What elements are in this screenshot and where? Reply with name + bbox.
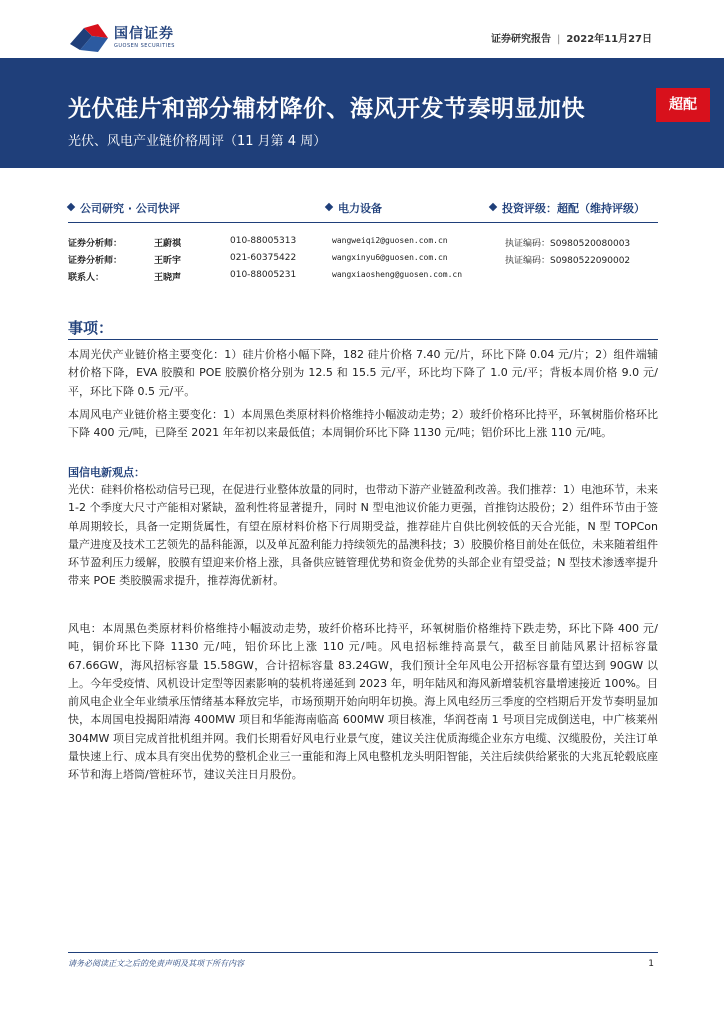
footer-divider (68, 952, 658, 953)
paragraph-pv-view: 光伏：硅料价格松动信号已现，在促进行业整体放量的同时，也带动下游产业链盈利改善。我们推荐：1）电池环节，未来 1-2 个季度大尺寸产能相对紧缺，盈利性将显著提升，同时 N 型电池议价能力更强，首推钧达股份；2）组件环节由于签单周期较长，具备一定期货属性，有望在原材料价格下行周期受益，推荐硅片自供比例较低的天合光能，N 型 TOPCon 量产进度及技术工艺领先的晶科能源，以及单瓦盈利能力持续领先的晶澳科技；3）胶膜价格目前处在低位，未来随着组件环节盈利压力缓解，胶膜有望迎来价格上涨，具备供应链管理优势和资金优势的头部企业有望受益；N 型技术渗透率提升带来 POE 类胶膜需求提升，推荐海优新材。 (68, 483, 658, 588)
analyst-role: 证券分析师： (68, 256, 123, 266)
paragraph-wind-prices: 本周风电产业链价格主要变化：1）本周黑色类原材料价格维持小幅波动走势；2）玻纤价格环比持平，环氧树脂价格环比下降 400 元/吨，已降至 2021 年年初以来最低值；本周铜价环比下降 1130 元/吨；铝价环比上涨 110 元/吨。 (68, 408, 658, 440)
report-meta (491, 30, 652, 45)
title-banner (0, 58, 724, 168)
category-report-type: 公司研究 · 公司快评 (68, 200, 180, 216)
page-number: 1 (648, 959, 654, 969)
logo-english-name: GUOSEN SECURITIES (114, 43, 175, 49)
diamond-bullet-icon (489, 203, 497, 211)
report-date: 2022年11月27日 (566, 34, 652, 45)
report-title: 光伏硅片和部分辅材降价、海风开发节奏明显加快 (68, 96, 585, 122)
report-subtitle: 光伏、风电产业链价格周评（11 月第 4 周） (68, 134, 327, 149)
paragraph-pv-prices: 本周光伏产业链价格主要变化：1）硅片价格小幅下降，182 硅片价格 7.40 元/片，环比下降 0.04 元/片；2）组件端辅材价格下降，EVA 胶膜和 POE 胶膜价格分别为 12.5 和 15.5 元/平，环比均下降了 1.0 元/平；背板本周价格 9.0 元/平，环比下降 0.5 元/平。 (68, 348, 658, 398)
guosen-logo-icon (68, 22, 110, 54)
analyst-row (68, 253, 658, 267)
section-title: 事项： (68, 319, 114, 337)
analyst-email: wangxinyu6@guosen.com.cn (332, 253, 448, 262)
analyst-role: 联系人： (68, 273, 105, 283)
analyst-row (68, 270, 658, 284)
paragraph-wind-view: 风电：本周黑色类原材料价格维持小幅波动走势，玻纤价格环比持平，环氧树脂价格维持下跌走势，环比下降 400 元/吨，铜价环比下降 1130 元/吨，铝价环比上涨 110 元/吨。风电招标维持高景气，截至目前陆风累计招标容量 67.66GW，海风招标容量 15.58GW，合计招标容量 83.24GW，我们预计全年风电公开招标容量有望达到 90GW 以上。今年受疫情、风机设计定型等因素影响的装机将递延到 2023 年，明年陆风和海风新增装机容量增速接近 100%。目前风电企业全年业绩承压情绪基本释放完毕，市场预期开始向明年切换。海上风电经历三季度的空档期后开发节奏明显加快，本周国电投揭阳靖海 400MW 项目和华能海南临高 600MW 项目核准，华润苍南 1 号项目完成倒送电，中广核莱州 304MW 项目完成首批机组并网。我们长期看好风电行业景气度，建议关注优质海缆企业东方电缆、汉缆股份，关注订单量快速上行、成本具有突出优势的整机企业三一重能和海上风电整机龙头明阳智能，关注后续供给紧张的大兆瓦轮毂底座环节和海上塔筒/管桩环节，建议关注日月股份。 (68, 622, 658, 782)
analyst-role: 证券分析师： (68, 239, 123, 249)
analyst-name: 王晓声 (154, 273, 182, 283)
logo-chinese-name: 国信证券 (114, 26, 174, 42)
analyst-cert: 执证编码：S0980520080003 (505, 239, 631, 249)
report-type: 证券研究报告 (490, 34, 551, 45)
analyst-email: wangxiaosheng@guosen.com.cn (332, 270, 463, 279)
analyst-cert: 执证编码：S0980522090002 (505, 256, 631, 266)
analyst-name: 王蔚祺 (154, 239, 182, 249)
category-industry: 电力设备 (326, 200, 382, 216)
diamond-bullet-icon (67, 203, 75, 211)
analyst-phone: 010-88005231 (230, 270, 297, 280)
section-divider (68, 339, 658, 340)
company-logo (68, 16, 198, 56)
meta-separator: | (556, 34, 561, 45)
analyst-email: wangweiqi2@guosen.com.cn (332, 236, 448, 245)
category-rating: 投资评级：超配（维持评级） (490, 200, 645, 216)
analyst-name: 王昕宇 (154, 256, 182, 266)
analyst-phone: 021-60375422 (230, 253, 297, 263)
diamond-bullet-icon (325, 203, 333, 211)
analyst-phone: 010-88005313 (230, 236, 297, 246)
category-row (68, 200, 658, 216)
viewpoint-heading: 国信电新观点： (68, 466, 145, 479)
category-divider (68, 222, 658, 223)
rating-badge: 超配 (656, 88, 710, 122)
footer-disclaimer: 请务必阅读正文之后的免责声明及其项下所有内容 (68, 959, 244, 968)
analyst-row (68, 236, 658, 250)
